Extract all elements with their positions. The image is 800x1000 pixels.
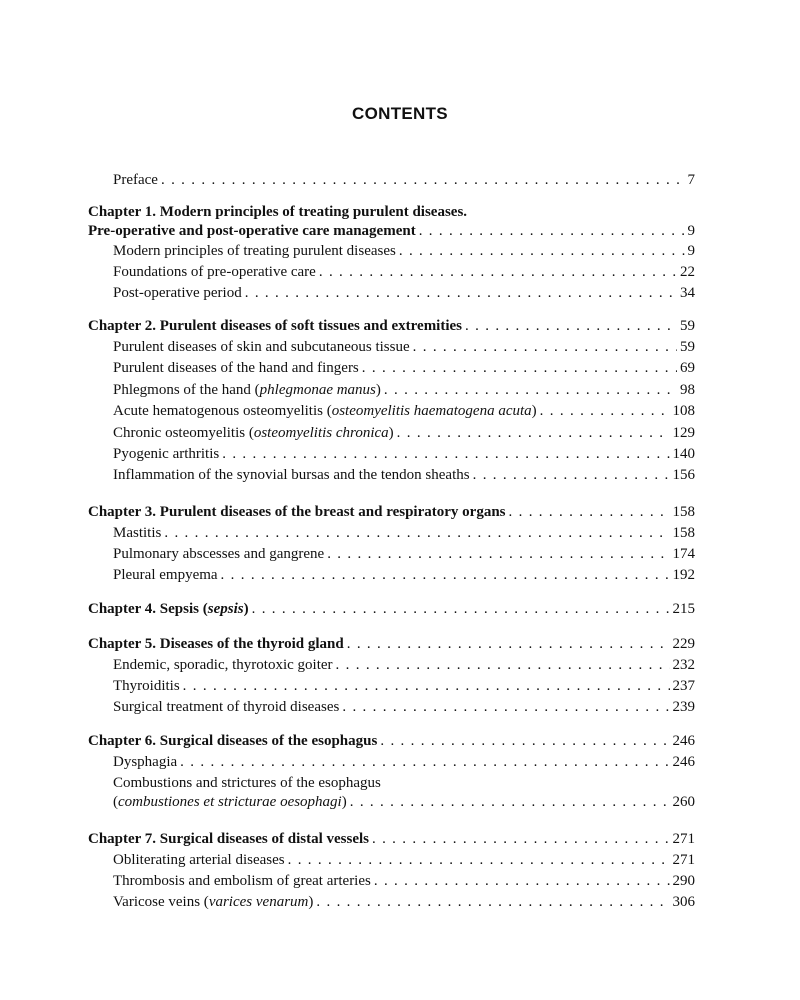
toc-page-number: 306: [672, 894, 695, 910]
toc-chapter-row: [88, 502, 695, 523]
toc-entry-row: [113, 792, 695, 813]
toc-entry-label: Purulent diseases of skin and subcutaneous tissue: [113, 339, 410, 355]
dot-leader: [384, 380, 677, 401]
toc-entry-label: Surgical treatment of thyroid diseases: [113, 699, 340, 715]
toc-entry-row: [113, 871, 695, 892]
toc-entry-label: Acute hematogenous osteomyelitis (osteomyelitis haematogena acuta): [113, 403, 537, 419]
toc-page-number: 108: [672, 403, 695, 419]
toc-entry-label: Chapter 7. Surgical diseases of distal vessels: [88, 831, 369, 847]
toc-page-number: 271: [672, 852, 695, 868]
dot-leader: [350, 792, 670, 813]
toc-page-number: 246: [672, 754, 695, 770]
toc-page-number: 260: [672, 794, 695, 810]
dot-leader: [161, 170, 685, 191]
toc-entry-row: [113, 283, 695, 304]
toc-entry-label: Chapter 1. Modern principles of treating purulent diseases.: [88, 204, 468, 220]
toc-entry-label: Chapter 4. Sepsis (sepsis): [88, 601, 249, 617]
toc-page-number: 140: [672, 446, 695, 462]
toc-entry-row: [113, 752, 695, 773]
dot-leader: [347, 634, 670, 655]
dot-leader: [509, 502, 670, 523]
toc-entry-label: Phlegmons of the hand (phlegmonae manus): [113, 382, 381, 398]
toc-entry-label: Obliterating arterial diseases: [113, 852, 285, 868]
toc-entry-row: [113, 423, 695, 444]
dot-leader: [327, 544, 669, 565]
toc-chapter-row: [88, 316, 695, 337]
dot-leader: [336, 655, 670, 676]
toc-page-number: 34: [680, 285, 695, 301]
toc-chapter-row: [88, 599, 695, 620]
toc-entry-latin-term: osteomyelitis chronica: [253, 425, 389, 441]
toc-entry-row: [113, 676, 695, 697]
toc-entry-label: Pre-operative and post-operative care management: [88, 223, 416, 239]
dot-leader: [221, 565, 670, 586]
toc-entry-label: Chapter 2. Purulent diseases of soft tissues and extremities: [88, 318, 463, 334]
toc-page-number: 69: [680, 360, 695, 376]
toc-entry-label: Chapter 5. Diseases of the thyroid gland: [88, 636, 344, 652]
toc-entry-row: [113, 170, 695, 191]
dot-leader: [465, 316, 677, 337]
toc-entry-label: Pyogenic arthritis: [113, 446, 220, 462]
toc-page-number: 215: [672, 601, 695, 617]
toc-entry-label: Purulent diseases of the hand and fingers: [113, 360, 359, 376]
toc-entry-latin-term: combustiones et stricturae oesophagi: [118, 794, 342, 810]
toc-entry-label: Thyroiditis: [113, 678, 180, 694]
toc-entry-label: Preface: [113, 172, 158, 188]
toc-entry-row: [113, 850, 695, 871]
dot-leader: [397, 423, 670, 444]
toc-entry-label: Chronic osteomyelitis (osteomyelitis chronica): [113, 425, 394, 441]
toc-page-number: 7: [687, 172, 695, 188]
toc-entry-row: [113, 697, 695, 718]
dot-leader: [399, 241, 685, 262]
toc-page-number: 59: [680, 318, 695, 334]
toc-chapter-row: [88, 829, 695, 850]
dot-leader: [540, 401, 670, 422]
toc-page-number: 232: [672, 657, 695, 673]
toc-entry-label: Post-operative period: [113, 285, 242, 301]
dot-leader: [288, 850, 670, 871]
page-title: CONTENTS: [352, 104, 448, 123]
dot-leader: [419, 221, 685, 242]
toc-page-number: 9: [687, 223, 695, 239]
dot-leader: [413, 337, 677, 358]
toc-page-number: 192: [672, 567, 695, 583]
toc-entry-row: [113, 544, 695, 565]
toc-entry-label: Chapter 3. Purulent diseases of the breast and respiratory organs: [88, 504, 506, 520]
toc-entry-label: Combustions and strictures of the esophagus: [113, 775, 381, 791]
toc-entry-latin-term: phlegmonae manus: [259, 382, 376, 398]
toc-entry-row: [113, 773, 695, 794]
toc-entry-label: (combustiones et stricturae oesophagi): [113, 794, 347, 810]
dot-leader: [245, 283, 677, 304]
dot-leader: [374, 871, 670, 892]
toc-page-number: 98: [680, 382, 695, 398]
dot-leader: [362, 358, 677, 379]
toc-chapter-row: [88, 221, 695, 242]
dot-leader: [180, 752, 669, 773]
toc-entry-row: [113, 523, 695, 544]
toc-page-number: 290: [672, 873, 695, 889]
toc-entry-row: [113, 892, 695, 913]
dot-leader: [316, 892, 669, 913]
dot-leader: [380, 731, 669, 752]
toc-entry-label: Varicose veins (varices venarum): [113, 894, 314, 910]
toc-entry-row: [113, 380, 695, 401]
toc-page-number: 229: [672, 636, 695, 652]
toc-page-number: 158: [672, 525, 695, 541]
toc-entry-row: [113, 655, 695, 676]
toc-page-number: 237: [672, 678, 695, 694]
toc-chapter-row: [88, 202, 695, 223]
toc-page-number: 158: [672, 504, 695, 520]
toc-entry-row: [113, 262, 695, 283]
toc-entry-row: [113, 565, 695, 586]
toc-entry-row: [113, 358, 695, 379]
dot-leader: [252, 599, 670, 620]
dot-leader: [342, 697, 669, 718]
dot-leader: [372, 829, 670, 850]
toc-entry-label: Thrombosis and embolism of great arteries: [113, 873, 371, 889]
toc-entry-row: [113, 401, 695, 422]
toc-page-number: 239: [672, 699, 695, 715]
dot-leader: [164, 523, 669, 544]
toc-page-number: 9: [687, 243, 695, 259]
toc-page-number: 174: [672, 546, 695, 562]
toc-entry-label: Pulmonary abscesses and gangrene: [113, 546, 325, 562]
toc-page-number: 129: [672, 425, 695, 441]
toc-page-number: 59: [680, 339, 695, 355]
toc-chapter-row: [88, 731, 695, 752]
dot-leader: [183, 676, 670, 697]
toc-entry-label: Chapter 6. Surgical diseases of the esophagus: [88, 733, 378, 749]
toc-entry-latin-term: varices venarum: [208, 894, 309, 910]
toc-entry-label: Dysphagia: [113, 754, 178, 770]
toc-entry-row: [113, 465, 695, 486]
toc-page-number: 271: [672, 831, 695, 847]
toc-page-number: 156: [672, 467, 695, 483]
toc-entry-latin-term: sepsis: [207, 601, 244, 617]
toc-entry-row: [113, 337, 695, 358]
toc-entry-label: Mastitis: [113, 525, 162, 541]
toc-entry-latin-term: osteomyelitis haematogena acuta: [331, 403, 532, 419]
dot-leader: [222, 444, 669, 465]
toc-page-number: 22: [680, 264, 695, 280]
toc-entry-row: [113, 241, 695, 262]
toc-entry-label: Inflammation of the synovial bursas and the tendon sheaths: [113, 467, 470, 483]
toc-entry-label: Pleural empyema: [113, 567, 218, 583]
dot-leader: [319, 262, 677, 283]
toc-entry-label: Endemic, sporadic, thyrotoxic goiter: [113, 657, 333, 673]
toc-entry-label: Modern principles of treating purulent diseases: [113, 243, 396, 259]
toc-entry-row: [113, 444, 695, 465]
toc-entry-label: Foundations of pre-operative care: [113, 264, 316, 280]
toc-chapter-row: [88, 634, 695, 655]
toc-page-number: 246: [672, 733, 695, 749]
dot-leader: [473, 465, 670, 486]
